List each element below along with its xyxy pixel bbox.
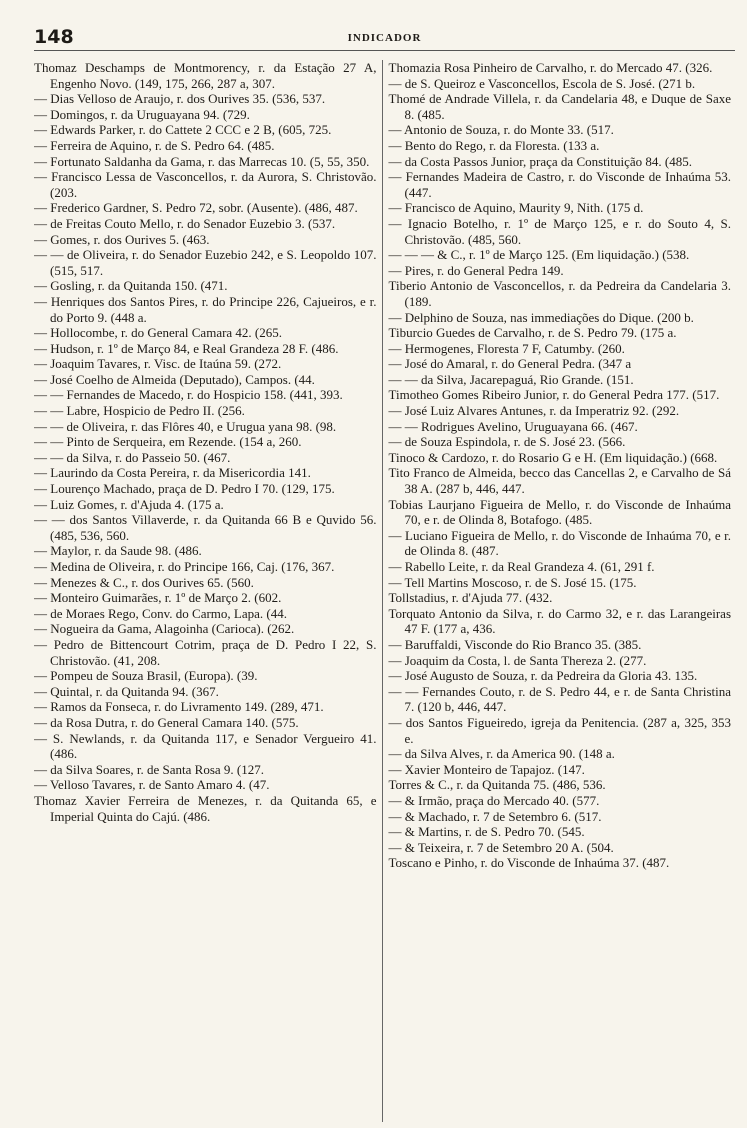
directory-entry: — Fernandes Madeira de Castro, r. do Visconde de Inhaúma 53. (447. (388, 169, 731, 200)
directory-entry: — Francisco de Aquino, Maurity 9, Nith. (175 d. (388, 200, 644, 216)
directory-entry: — Gomes, r. dos Ourives 5. (463. (34, 231, 210, 247)
directory-entry: — Delphino de Souza, nas immediações do Dique. (200 b. (388, 309, 694, 325)
directory-entry: — Quintal, r. da Quitanda 94. (367. (34, 683, 219, 699)
directory-entry: — José Augusto de Souza, r. da Pedreira da Gloria 43. 135. (388, 668, 698, 684)
directory-entry: — & Machado, r. 7 de Setembro 6. (517. (388, 808, 602, 824)
directory-entry: Thomazia Rosa Pinheiro de Carvalho, r. do Mercado 47. (326. (388, 60, 713, 75)
directory-entry: — — de Oliveira, r. das Flôres 40, e Urugua yana 98. (98. (34, 418, 337, 434)
page-number: 148 (34, 26, 74, 48)
directory-entry: — Baruffaldi, Visconde do Rio Branco 35. (385. (388, 636, 642, 652)
directory-entry: — José do Amaral, r. do General Pedra. (347 a (388, 356, 632, 372)
directory-entry: — Menezes & C., r. dos Ourives 65. (560. (34, 574, 254, 590)
directory-entry: — & Martins, r. de S. Pedro 70. (545. (388, 824, 585, 840)
directory-entry: Timotheo Gomes Ribeiro Junior, r. do General Pedra 177. (517. (388, 387, 720, 403)
directory-entry: — da Costa Passos Junior, praça da Constituição 84. (485. (388, 153, 692, 169)
directory-entry: — & Teixeira, r. 7 de Setembro 20 A. (504. (388, 839, 614, 855)
directory-entry: — dos Santos Figueiredo, igreja da Penitencia. (287 a, 325, 353 e. (388, 714, 731, 746)
page-header (34, 26, 735, 51)
directory-entry: — Bento do Rego, r. da Floresta. (133 a. (388, 137, 600, 153)
directory-entry: — Xavier Monteiro de Tapajoz. (147. (388, 761, 585, 777)
directory-entry: — Velloso Tavares, r. de Santo Amaro 4. (47. (34, 777, 270, 793)
directory-entry: — de Moraes Rego, Conv. do Carmo, Lapa. (44. (34, 605, 287, 621)
directory-entry: — — dos Santos Villaverde, r. da Quitanda 66 B e Quvido 56. (485, 536, 560. (34, 512, 377, 543)
directory-entry: — de Freitas Couto Mello, r. do Senador Euzebio 3. (537. (34, 215, 336, 231)
directory-entry: Tollstadius, r. d'Ajuda 77. (432. (388, 590, 553, 606)
directory-entry: — Ferreira de Aquino, r. de S. Pedro 64. (485. (34, 137, 275, 153)
directory-entry: — Dias Velloso de Araujo, r. dos Ourives 35. (536, 537. (34, 91, 326, 107)
directory-entry: — — Fernandes Couto, r. de S. Pedro 44, e r. de Santa Christina 7. (120 b, 446, 447. (388, 683, 731, 715)
directory-entry: — Frederico Gardner, S. Pedro 72, sobr. (Ausente). (486, 487. (34, 200, 358, 216)
directory-entry: — da Silva Alves, r. da America 90. (148 a. (388, 746, 615, 762)
directory-entry: Thomaz Xavier Ferreira de Menezes, r. da Quitanda 65, e Imperial Quinta do Cajú. (486. (34, 792, 377, 824)
directory-entry: — & Irmão, praça do Mercado 40. (577. (388, 792, 600, 808)
directory-entry: — Tell Martins Moscoso, r. de S. José 15. (175. (388, 574, 637, 590)
directory-entry: — da Silva Soares, r. de Santa Rosa 9. (127. (34, 761, 264, 777)
directory-entry: — Medina de Oliveira, r. do Principe 166, Caj. (176, 367. (34, 559, 335, 574)
directory-entry: — Rabello Leite, r. da Real Grandeza 4. (61, 291 f. (388, 559, 655, 574)
directory-entry: — — Labre, Hospicio de Pedro II. (256. (34, 403, 245, 419)
directory-entry: Thomé de Andrade Villela, r. da Candelaria 48, e Duque de Saxe 8. (485. (388, 91, 731, 122)
directory-entry: — Nogueira da Gama, Alagoinha (Carioca). (262. (34, 621, 295, 637)
directory-entry: — Luiz Gomes, r. d'Ajuda 4. (175 a. (34, 496, 224, 512)
directory-entry: Tinoco & Cardozo, r. do Rosario G e H. (Em liquidação.) (668. (388, 449, 718, 465)
directory-entry: — Pedro de Bittencourt Cotrim, praça de D. Pedro I 22, S. Christovão. (41, 208. (34, 636, 377, 668)
right-column (382, 60, 736, 1122)
directory-entry: — Lourenço Machado, praça de D. Pedro I 70. (129, 175. (34, 481, 335, 497)
directory-columns (34, 60, 735, 1122)
directory-entry: — Maylor, r. da Saude 98. (486. (34, 543, 202, 559)
directory-entry: Toscano e Pinho, r. do Visconde de Inhaúma 37. (487. (388, 855, 670, 871)
directory-entry: — Luciano Figueira de Mello, r. do Visconde de Inhaúma 70, e r. de Olinda 8. (487. (388, 527, 731, 559)
directory-entry: — — da Silva, Jacarepaguá, Rio Grande. (151. (388, 371, 634, 387)
directory-entry: Torquato Antonio da Silva, r. do Carmo 32, e r. das Larangeiras 47 F. (177 a, 436. (388, 605, 731, 637)
directory-entry: — — Fernandes de Macedo, r. do Hospicio 158. (441, 393. (34, 387, 343, 403)
directory-entry: — Francisco Lessa de Vasconcellos, r. da Aurora, S. Christovão. (203. (34, 169, 377, 200)
directory-entry: — Antonio de Souza, r. do Monte 33. (517. (388, 122, 614, 138)
directory-entry: — Fortunato Saldanha da Gama, r. das Marrecas 10. (5, 55, 350. (34, 153, 370, 169)
directory-entry: — Gosling, r. da Quitanda 150. (471. (34, 278, 228, 294)
directory-entry: Tito Franco de Almeida, becco das Cancellas 2, e Carvalho de Sá 38 A. (287 b, 446, 447. (388, 465, 731, 497)
directory-entry: — José Luiz Alvares Antunes, r. da Imperatriz 92. (292. (388, 403, 680, 419)
directory-entry: — de Souza Espindola, r. de S. José 23. (566. (388, 434, 626, 450)
directory-entry: Tiberio Antonio de Vasconcellos, r. da Pedreira da Candelaria 3. (189. (388, 278, 731, 309)
directory-entry: — — Rodrigues Avelino, Uruguayana 66. (467. (388, 418, 638, 434)
directory-entry: Tobias Laurjano Figueira de Mello, r. do Visconde de Inhaúma 70, e r. de Olinda 8, Botafogo. (485. (388, 496, 731, 528)
directory-entry: — da Rosa Dutra, r. do General Camara 140. (575. (34, 714, 299, 730)
directory-entry: — Henriques dos Santos Pires, r. do Principe 226, Cajueiros, e r. do Porto 9. (448 a. (34, 293, 377, 325)
directory-entry: — José Coelho de Almeida (Deputado), Campos. (44. (34, 371, 315, 387)
left-column (34, 60, 382, 1122)
directory-entry: Thomaz Deschamps de Montmorency, r. da Estação 27 A, Engenho Novo. (149, 175, 266, 287 a, 307. (34, 60, 377, 91)
directory-entry: — — de Oliveira, r. do Senador Euzebio 242, e S. Leopoldo 107. (515, 517. (34, 247, 377, 278)
directory-entry: — Edwards Parker, r. do Cattete 2 CCC e 2 B, (605, 725. (34, 122, 332, 138)
directory-entry: — Hudson, r. 1º de Março 84, e Real Grandeza 28 F. (486. (34, 340, 339, 356)
directory-entry: — — Pinto de Serqueira, em Rezende. (154 a, 260. (34, 434, 302, 450)
running-head: INDICADOR (347, 32, 422, 44)
directory-entry: — de S. Queiroz e Vasconcellos, Escola de S. José. (271 b. (388, 75, 696, 91)
directory-entry: — S. Newlands, r. da Quitanda 117, e Senador Vergueiro 41. (486. (34, 730, 377, 762)
directory-entry: — — da Silva, r. do Passeio 50. (467. (34, 449, 231, 465)
directory-entry: — Pires, r. do General Pedra 149. (388, 262, 564, 278)
directory-entry: — Domingos, r. da Uruguayana 94. (729. (34, 106, 250, 122)
directory-entry: — Hollocombe, r. do General Camara 42. (265. (34, 325, 283, 341)
directory-entry: — — — & C., r. 1º de Março 125. (Em liquidação.) (538. (388, 247, 690, 263)
directory-entry: Tiburcio Guedes de Carvalho, r. de S. Pedro 79. (175 a. (388, 325, 677, 341)
directory-entry: — Joaquim da Costa, l. de Santa Thereza 2. (277. (388, 652, 647, 668)
directory-entry: — Hermogenes, Floresta 7 F, Catumby. (260. (388, 340, 625, 356)
directory-entry: — Joaquim Tavares, r. Visc. de Itaúna 59. (272. (34, 356, 282, 372)
directory-entry: — Ignacio Botelho, r. 1º de Março 125, e r. do Souto 4, S. Christovão. (485, 560. (388, 215, 731, 247)
directory-entry: — Ramos da Fonseca, r. do Livramento 149. (289, 471. (34, 699, 324, 715)
directory-entry: — Monteiro Guimarães, r. 1º de Março 2. (602. (34, 590, 282, 606)
directory-entry: Torres & C., r. da Quitanda 75. (486, 536. (388, 777, 606, 793)
directory-entry: — Laurindo da Costa Pereira, r. da Misericordia 141. (34, 465, 311, 481)
directory-entry: — Pompeu de Souza Brasil, (Europa). (39. (34, 668, 258, 684)
